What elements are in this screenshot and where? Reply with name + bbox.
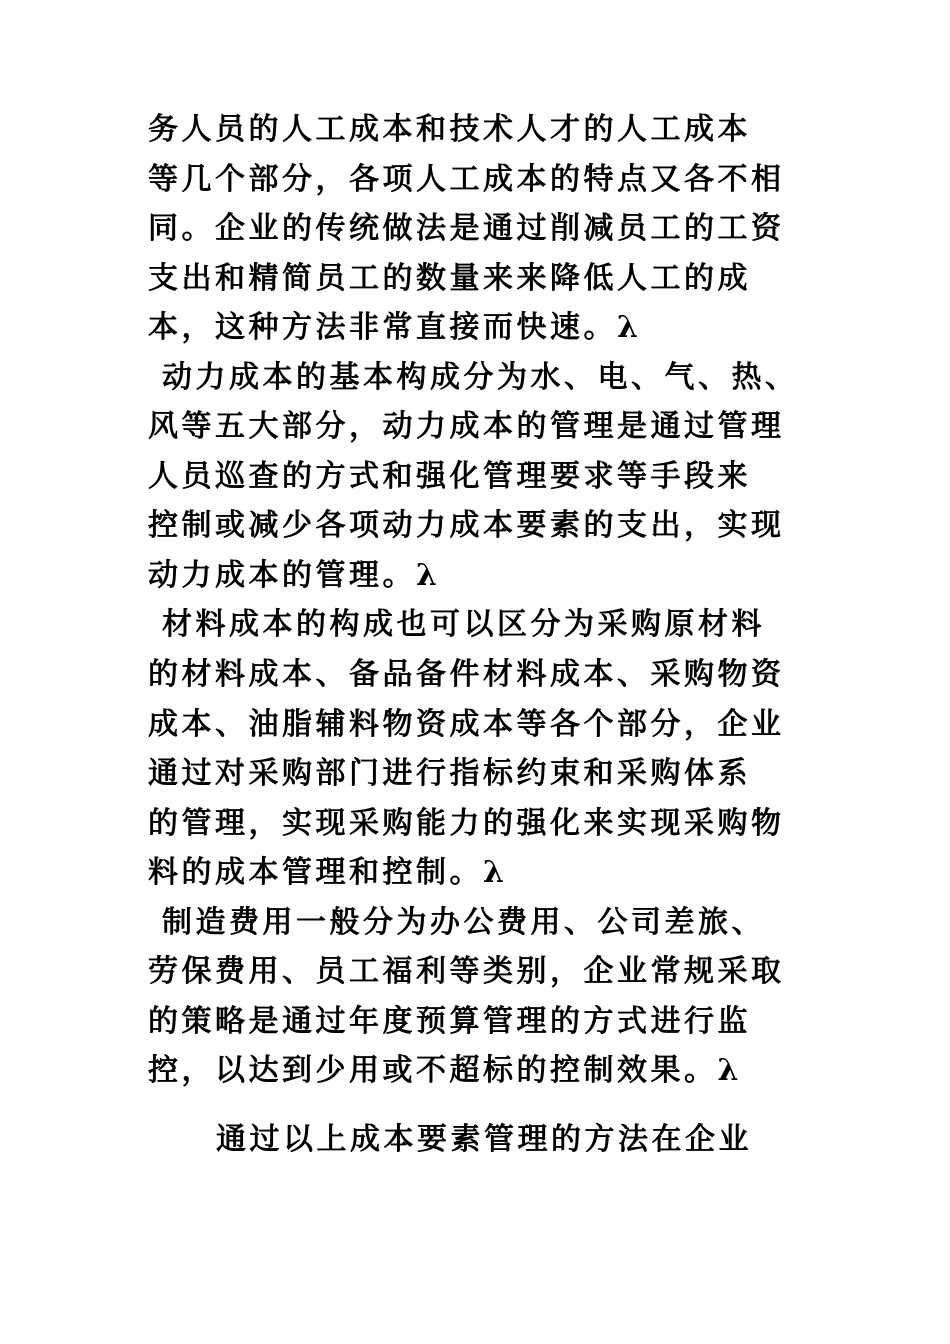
text-line: 劳保费用、员工福利等类别，企业常规采取 <box>148 954 785 989</box>
text-line: 人员巡查的方式和强化管理要求等手段来 <box>148 459 751 494</box>
text-line: 控，以达到少用或不超标的控制效果。λ <box>148 1053 743 1088</box>
text-line: 制造费用一般分为办公费用、公司差旅、 <box>162 905 765 940</box>
text-line: 料的成本管理和控制。λ <box>148 855 508 890</box>
text-line: 动力成本的管理。λ <box>148 558 441 593</box>
text-line: 成本、油脂辅料物资成本等各个部分，企业 <box>148 707 785 742</box>
text-line: 控制或减少各项动力成本要素的支出，实现 <box>148 508 785 543</box>
text-line: 动力成本的基本构成分为水、电、气、热、 <box>162 360 799 395</box>
text-line: 通过对采购部门进行指标约束和采购体系 <box>148 756 751 791</box>
text-line: 本，这种方法非常直接而快速。λ <box>148 310 642 345</box>
text-line: 支出和精简员工的数量来来降低人工的成 <box>148 261 751 296</box>
text-line: 等几个部分，各项人工成本的特点又各不相 <box>148 162 785 197</box>
text-line: 材料成本的构成也可以区分为采购原材料 <box>162 607 765 642</box>
text-line: 的管理，实现采购能力的强化来实现采购物 <box>148 806 785 841</box>
text-line: 务人员的人工成本和技术人才的人工成本 <box>148 112 751 147</box>
text-line: 同。企业的传统做法是通过削减员工的工资 <box>148 211 785 246</box>
text-line: 的策略是通过年度预算管理的方式进行监 <box>148 1004 751 1039</box>
text-line: 的材料成本、备品备件材料成本、采购物资 <box>148 657 785 692</box>
text-line: 风等五大部分，动力成本的管理是通过管理 <box>148 409 785 444</box>
text-line: 通过以上成本要素管理的方法在企业 <box>216 1122 752 1157</box>
